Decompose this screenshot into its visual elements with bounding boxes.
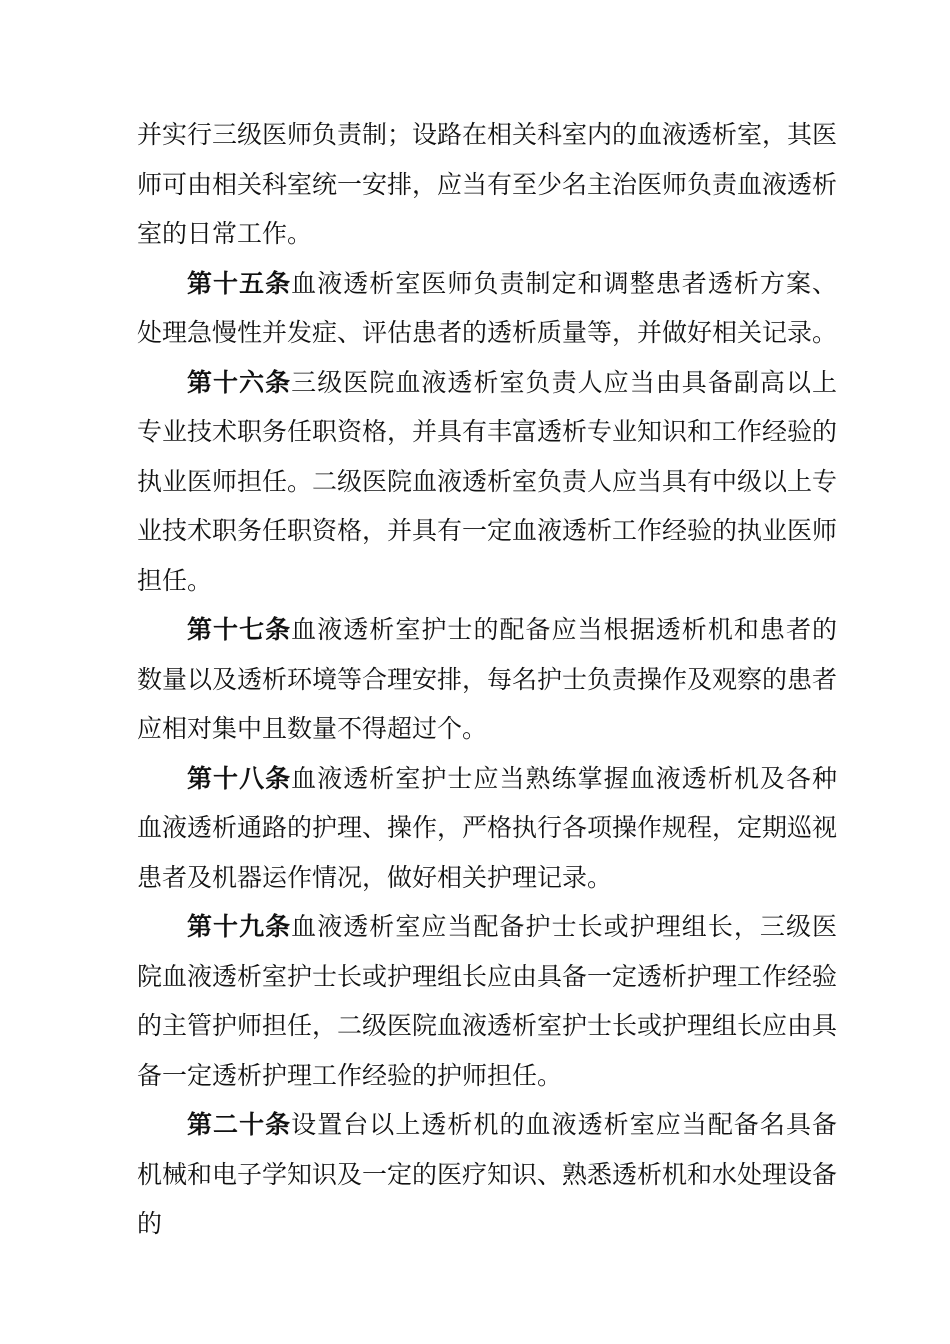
article-heading: 第十八条 (187, 763, 292, 793)
paragraph-article-15 (137, 259, 837, 358)
article-heading: 第十九条 (187, 912, 292, 941)
paragraph-continuation (137, 110, 837, 259)
article-text: 血液透析室医师负责制定和调整患者透析方案、处理急慢性并发症、评估患者的透析质量等，并做好相关记录。 (137, 268, 838, 347)
paragraph-article-18 (137, 754, 837, 903)
article-text: 三级医院血液透析室负责人应当由具备副高以上专业技术职务任职资格，并具有丰富透析专业知识和工作经验的执业医师担任。二级医院血液透析室负责人应当具有中级以上专业技术职务任职资格，并具有一定血液透析工作经验的执业医师担任。 (137, 367, 838, 595)
paragraph-article-19 (137, 902, 837, 1100)
document-body (137, 110, 837, 1249)
article-text: 血液透析室护士应当熟练掌握血液透析机及各种血液透析通路的护理、操作，严格执行各项操作规程，定期巡视患者及机器运作情况，做好相关护理记录。 (137, 763, 838, 892)
paragraph-article-16 (137, 358, 837, 606)
article-text: 血液透析室护士的配备应当根据透析机和患者的数量以及透析环境等合理安排，每名护士负责操作及观察的患者应相对集中且数量不得超过个。 (137, 615, 838, 743)
article-text: 设置台以上透析机的血液透析室应当配备名具备机械和电子学知识及一定的医疗知识、熟悉透析机和水处理设备的 (137, 1110, 838, 1238)
article-text: 血液透析室应当配备护士长或护理组长，三级医院血液透析室护士长或护理组长应由具备一定透析护理工作经验的主管护师担任，二级医院血液透析室护士长或护理组长应由具备一定透析护理工作经验的护师担任。 (137, 912, 838, 1090)
article-text: 并实行三级医师负责制；设路在相关科室内的血液透析室，其医师可由相关科室统一安排，应当有至少名主治医师负责血液透析室的日常工作。 (137, 120, 838, 248)
article-heading: 第十五条 (187, 268, 292, 298)
article-heading: 第二十条 (187, 1110, 292, 1139)
article-heading: 第十六条 (187, 367, 292, 397)
paragraph-article-20 (137, 1100, 837, 1249)
paragraph-article-17 (137, 605, 837, 754)
article-heading: 第十七条 (187, 615, 292, 644)
